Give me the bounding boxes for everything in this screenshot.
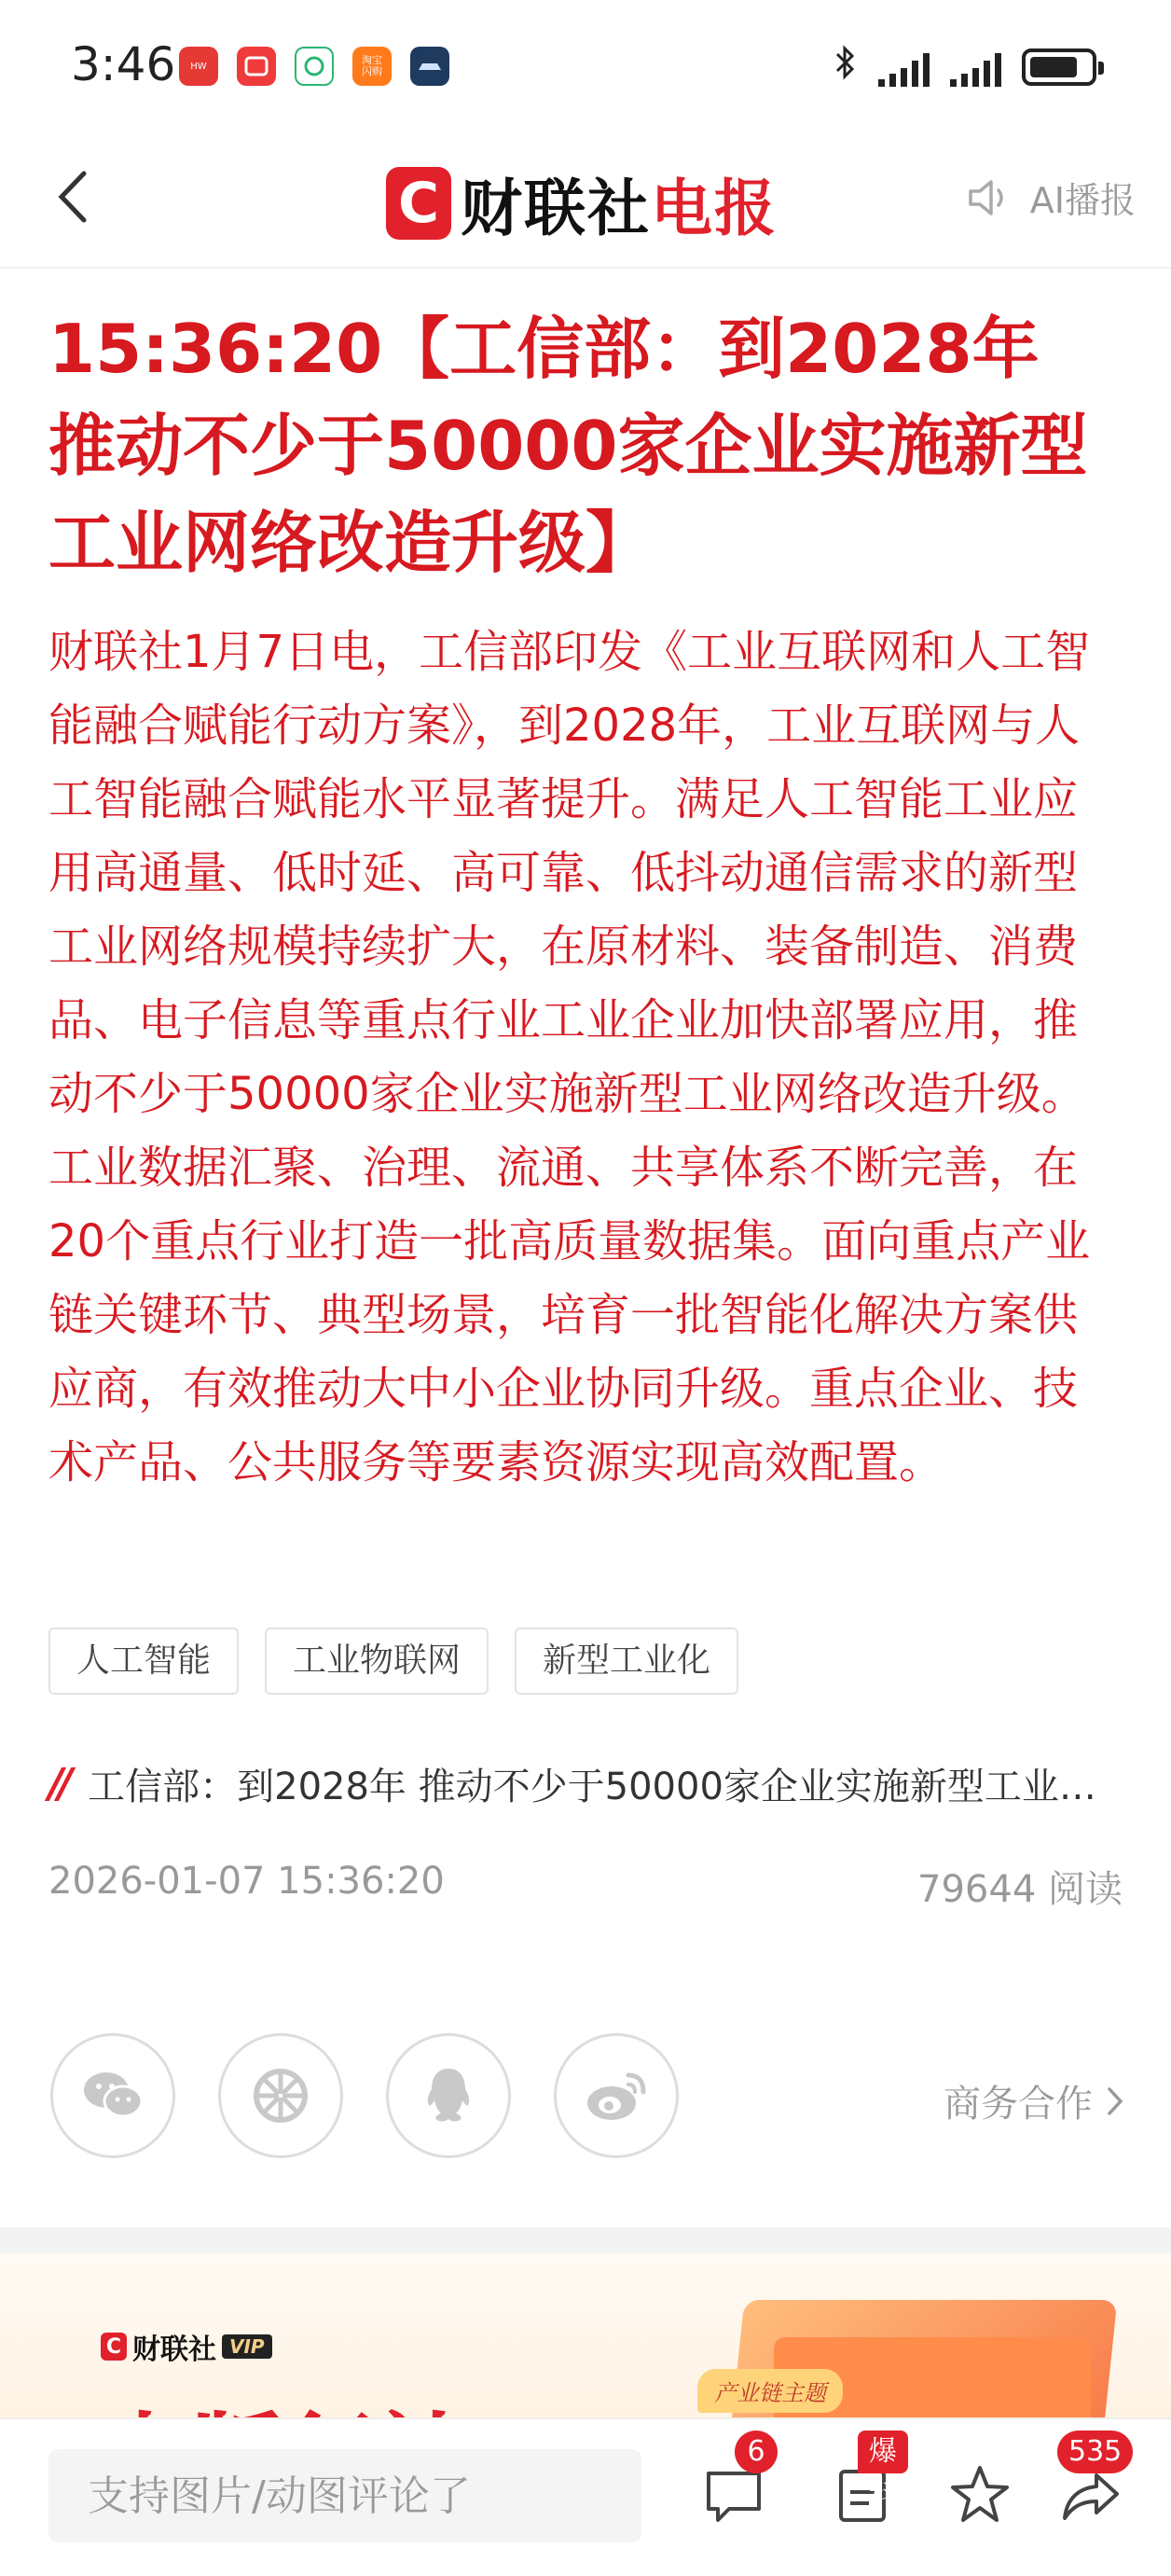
report-button[interactable] [832, 2435, 897, 2528]
double-slash-icon: // [48, 1760, 68, 1807]
related-article-title: 工信部：到2028年 推动不少于50000家企业实施新型工业… [88, 1766, 1096, 1808]
signal-icon-1 [878, 48, 930, 87]
publish-datetime: 2026-01-07 15:36:20 [48, 1860, 445, 1903]
vip-logo-mark: C [101, 2333, 127, 2361]
article-body: 财联社1月7日电，工信部印发《工业互联网和人工智能融合赋能行动方案》，到2028年，工业互联网与人工智能融合赋能水平显著提升。满足人工智能工业应用高通量、低时延、高可靠、低抖动通信需求的新型工业网络规模持续扩大，在原材料、装备制造、消费品、电子信息等重点行业工业企业加快部署应用，推动不少于50000家企业实施新型工业网络改造升级。工业数据汇聚、治理、流通、共享体系不断完善，在20个重点行业打造一批高质量数据集。面向重点产业链关键环节、典型场景，培育一批智能化解决方案供应商，有效推动大中小企业协同升级。重点企业、技术产品、公共服务等要素资源实现高效配置。 [48, 626, 1091, 1489]
tag-iiot[interactable]: 工业物联网 [265, 1627, 489, 1695]
logo-text-red: 电报 [651, 173, 778, 244]
huawei-store-icon: HW [179, 47, 218, 86]
signal-icon-2 [950, 48, 1001, 87]
business-cooperation-label: 商务合作 [944, 2083, 1093, 2126]
vip-logo [101, 2326, 272, 2367]
share-count-badge: 535 [1057, 2431, 1133, 2473]
star-icon [947, 2462, 1013, 2528]
comment-input[interactable] [48, 2449, 641, 2542]
qq-icon [420, 2065, 476, 2126]
car-app-icon [410, 47, 449, 86]
app-icon [237, 47, 276, 86]
tag-list [48, 1627, 738, 1695]
article-meta [48, 1860, 1123, 1913]
article-title: 15:36:20【工信部：到2028年 推动不少于50000家企业实施新型工业网络改造升级】 [48, 310, 1088, 582]
business-cooperation-link[interactable] [944, 2074, 1124, 2127]
nav-header [0, 131, 1171, 269]
report-badge: 爆料 [858, 2431, 908, 2473]
ai-broadcast-label: AI播报 [1029, 180, 1136, 221]
read-count: 79644 阅读 [917, 1868, 1123, 1911]
speaker-icon [967, 176, 1015, 219]
share-weibo-button[interactable] [554, 2033, 679, 2158]
industry-chain-tag: 产业链主题 [697, 2369, 843, 2413]
battery-icon [1022, 48, 1096, 86]
status-time: 3:46 [71, 37, 176, 91]
status-app-icons [179, 47, 449, 86]
favorite-button[interactable] [947, 2462, 1013, 2528]
status-indicators [833, 43, 1096, 91]
share-moments-button[interactable] [218, 2033, 343, 2158]
cls-telegraph-logo [386, 159, 778, 247]
share-wechat-button[interactable] [50, 2033, 175, 2158]
wallet-icon [295, 47, 334, 86]
share-button[interactable] [1059, 2435, 1124, 2528]
chevron-right-icon [1106, 2085, 1124, 2117]
tag-ai[interactable]: 人工智能 [48, 1627, 239, 1695]
status-bar [0, 0, 1171, 131]
wechat-icon [80, 2068, 145, 2124]
share-qq-button[interactable] [386, 2033, 511, 2158]
section-divider [0, 2227, 1171, 2253]
ai-broadcast-button[interactable] [967, 172, 1136, 223]
logo-mark: C [386, 167, 451, 240]
related-article-link[interactable] [48, 1757, 1121, 1810]
battery-level [1030, 57, 1077, 77]
share-buttons [50, 2033, 679, 2158]
comments-button[interactable] [701, 2435, 766, 2528]
back-button[interactable] [47, 164, 103, 229]
chevron-left-icon [47, 164, 103, 229]
vip-brand: 财联社 [132, 2334, 216, 2366]
moments-icon [251, 2066, 310, 2126]
vip-promo-banner[interactable] [0, 2253, 1171, 2417]
tag-new-industrialization[interactable]: 新型工业化 [515, 1627, 738, 1695]
bottom-action-bar [0, 2417, 1171, 2576]
bluetooth-icon [833, 43, 858, 91]
logo-text [461, 159, 778, 247]
logo-text-black: 财联社 [461, 173, 651, 244]
taobao-flash-icon: 淘宝 闪购 [352, 47, 392, 86]
comment-count-badge: 6 [735, 2431, 778, 2473]
vip-badge: VIP [222, 2334, 272, 2359]
weibo-icon [584, 2068, 649, 2124]
